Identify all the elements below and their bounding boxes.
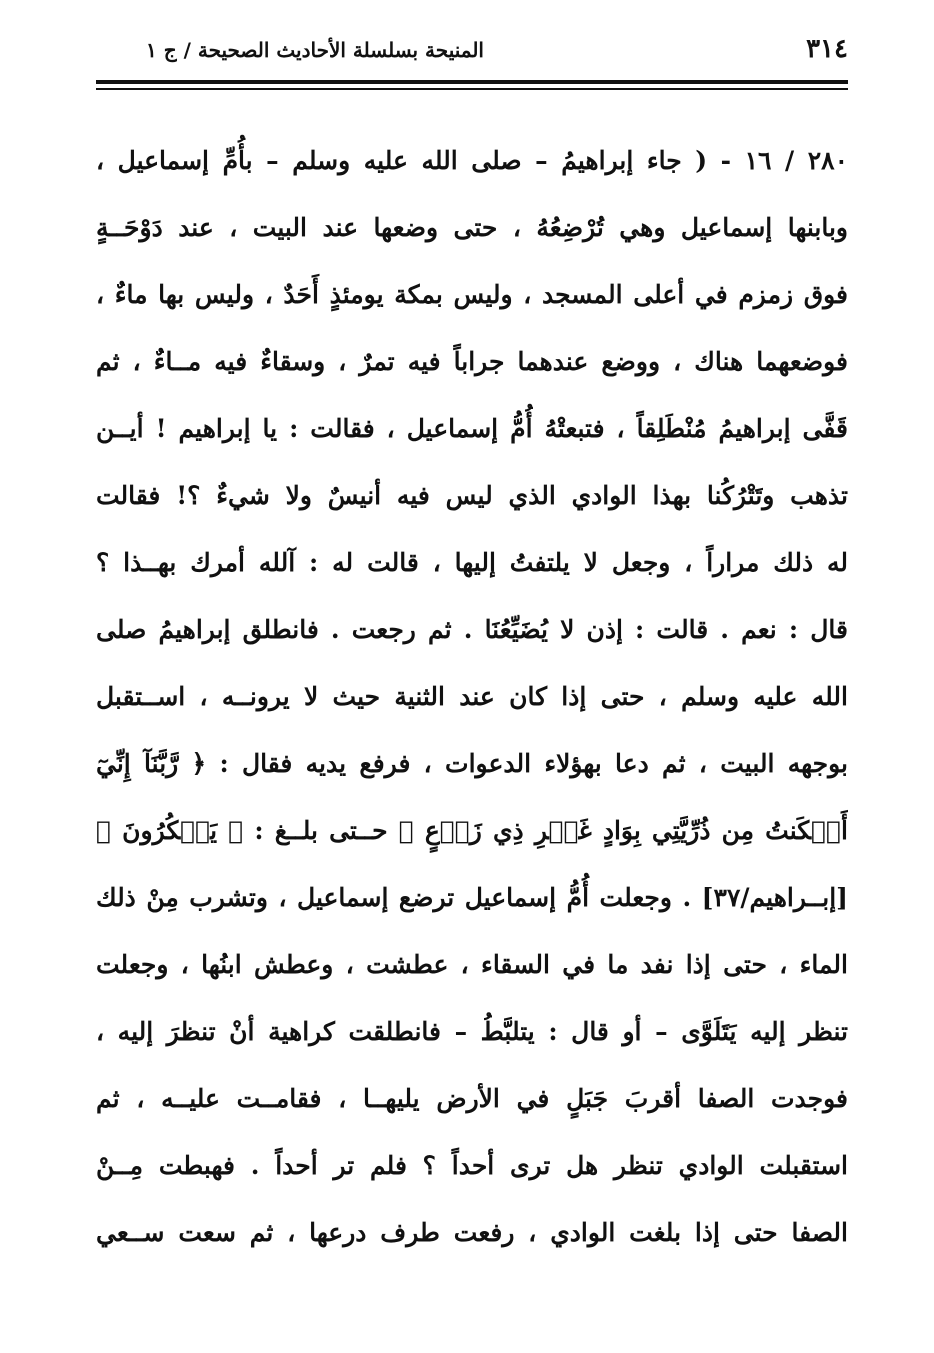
header-rule-thick xyxy=(96,80,848,84)
text-line: الماء ، حتى إذا نفد ما في السقاء ، عطشت ، وعطش ابنُها ، وجعلت xyxy=(96,950,848,979)
text-line: قال : نعم . قالت : إذن لا يُضَيِّعُنَا . ثم رجعت . فانطلق إبراهيمُ صلى xyxy=(96,615,848,644)
page-header xyxy=(96,30,848,70)
text-line: ٢٨٠ / ١٦ - ( جاء إبراهيمُ – صلى الله عليه وسلم – بأُمِّ إسماعيل ، xyxy=(96,146,848,175)
text-line: فوق زمزم في أعلى المسجد ، وليس بمكة يومئذٍ أَحَدٌ ، وليس بها ماءٌ ، xyxy=(96,280,848,309)
page-number: ٣١٤ xyxy=(806,34,848,64)
text-line: تذهب وتَتْرُكُنا بهذا الوادي الذي ليس فيه أنيسٌ ولا شيءٌ ؟! فقالت xyxy=(96,481,848,510)
text-line: تنظر إليه يَتَلَوَّى – أو قال : يتلبَّطُ – فانطلقت كراهية أنْ تنظرَ إليه ، xyxy=(96,1017,848,1046)
text-line: قَفَّى إبراهيمُ مُنْطَلِقاً ، فتبعتْهُ أُمُّ إسماعيل ، فقالت : يا إبراهيم ! أيــن xyxy=(96,414,848,443)
header-rule-thin xyxy=(96,88,848,90)
text-line: استقبلت الوادي تنظر هل ترى أحداً ؟ فلم تر أحداً . فهبطت مِــنْ xyxy=(96,1151,848,1180)
text-line: أَسۡكَنتُ مِن ذُرِّيَّتِي بِوَادٍ غَيۡرِ ذِي زَرۡعٍ ﴾ حــتى بلــغ : ﴿ يَشۡكُرُونَ ﴾ xyxy=(96,816,848,845)
text-line: [إبــراهيم/٣٧] . وجعلت أُمُّ إسماعيل ترضع إسماعيل ، وتشرب مِنْ ذلك xyxy=(96,883,848,912)
text-line: بوجهه البيت ، ثم دعا بهؤلاء الدعوات ، فرفع يديه فقال : ﴿ رَّبَّنَآ إِنِّيٓ xyxy=(96,749,848,778)
text-line: له ذلك مراراً ، وجعل لا يلتفتُ إليها ، قالت له : آلله أمرك بهــذا ؟ xyxy=(96,548,848,577)
text-line: وبابنها إسماعيل وهي تُرْضِعُهُ ، حتى وضعها عند البيت ، عند دَوْحَــةٍ xyxy=(96,213,848,242)
running-title: المنيحة بسلسلة الأحاديث الصحيحة / ج ١ xyxy=(146,38,484,62)
text-line: الصفا حتى إذا بلغت الوادي ، رفعت طرف درعها ، ثم سعت ســعي xyxy=(96,1218,848,1247)
text-line: فوضعهما هناك ، ووضع عندهما جراباً فيه تمرٌ ، وسقاءٌ فيه مــاءٌ ، ثم xyxy=(96,347,848,376)
text-line: الله عليه وسلم ، حتى إذا كان عند الثنية حيث لا يرونــه ، اســتقبل xyxy=(96,682,848,711)
text-line: فوجدت الصفا أقربَ جَبَلٍ في الأرض يليهــا ، فقامــت عليــه ، ثم xyxy=(96,1084,848,1113)
hadith-text xyxy=(96,132,848,1271)
